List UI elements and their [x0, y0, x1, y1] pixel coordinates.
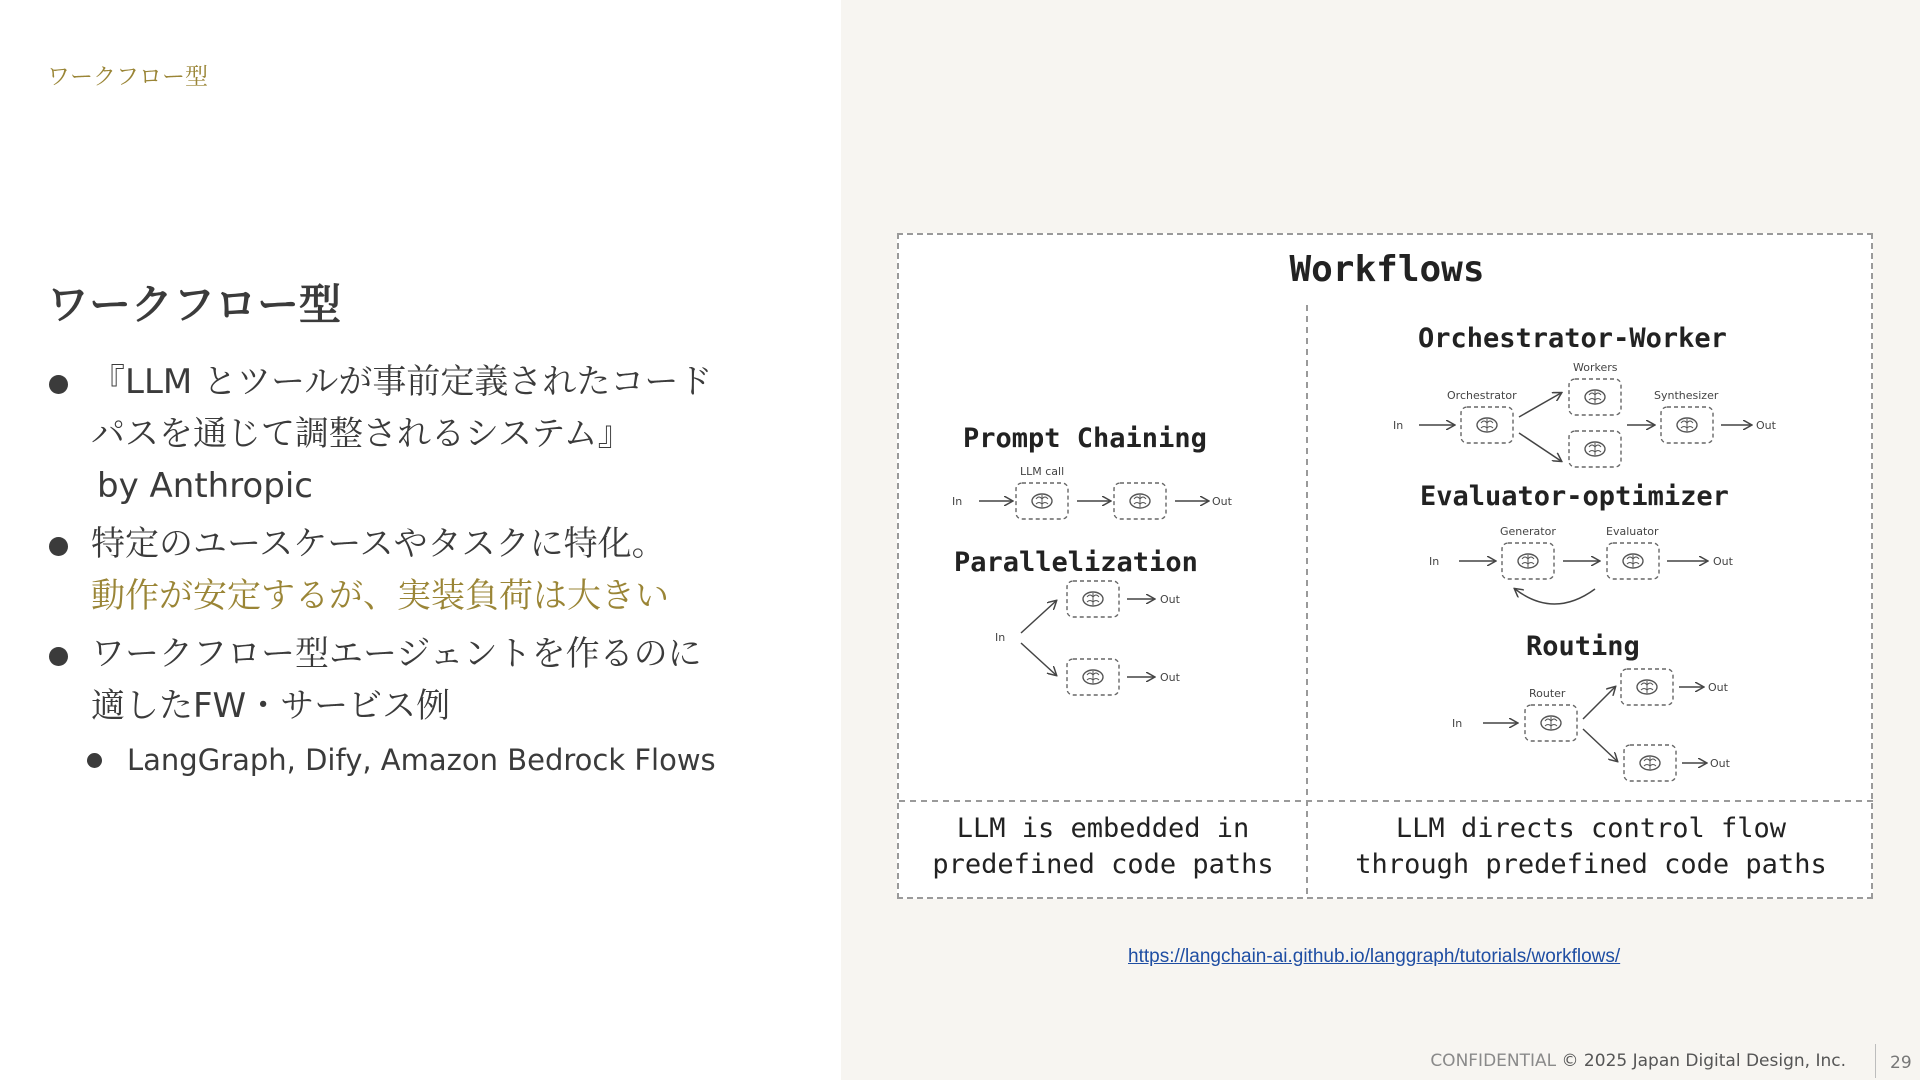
- section-label: ワークフロー型: [47, 64, 208, 90]
- label-generator: Generator: [1500, 525, 1556, 538]
- label-llm-call: LLM call: [1020, 465, 1065, 478]
- label-in: In: [995, 631, 1006, 644]
- label-out: Out: [1756, 419, 1776, 432]
- workflow-name-orchestrator-worker: Orchestrator-Worker: [1418, 323, 1727, 354]
- bullet-dot-icon: [87, 753, 102, 768]
- label-workers: Workers: [1573, 361, 1618, 374]
- label-router: Router: [1529, 687, 1566, 700]
- label-out: Out: [1160, 593, 1180, 606]
- label-out: Out: [1708, 681, 1728, 694]
- caption-line: LLM is embedded in: [956, 813, 1250, 844]
- label-synthesizer: Synthesizer: [1654, 389, 1719, 402]
- source-link[interactable]: https://langchain-ai.github.io/langgraph/tutorials/workflows/: [1128, 946, 1621, 967]
- workflow-name-evaluator-optimizer: Evaluator-optimizer: [1420, 481, 1729, 512]
- workflows-figure: [897, 233, 1873, 899]
- subbullet-text: LangGraph, Dify, Amazon Bedrock Flows: [127, 743, 716, 777]
- confidential-label: CONFIDENTIAL: [1430, 1051, 1557, 1071]
- caption-right: [1307, 811, 1875, 883]
- bullet-text: パスを通じて調整されるシステム』: [91, 414, 632, 454]
- label-out: Out: [1713, 555, 1733, 568]
- caption-line: LLM directs control flow: [1395, 813, 1787, 844]
- figure-title: Workflows: [1289, 249, 1485, 290]
- copyright-text: © 2025 Japan Digital Design, Inc.: [1561, 1051, 1846, 1071]
- label-out: Out: [1212, 495, 1232, 508]
- caption-line: through predefined code paths: [1355, 849, 1827, 880]
- bullet-accent-text: 動作が安定するが、実装負荷は大きい: [91, 576, 669, 616]
- subbullet-framework-examples: [47, 738, 767, 782]
- bullet-specialization: [47, 518, 767, 622]
- bullet-attribution: by Anthropic: [97, 466, 313, 506]
- label-in: In: [1429, 555, 1440, 568]
- caption-left: [899, 811, 1307, 883]
- bullet-text: 適したFW・サービス例: [91, 686, 451, 726]
- label-out: Out: [1710, 757, 1730, 770]
- label-in: In: [1393, 419, 1404, 432]
- slide-title: ワークフロー型: [47, 280, 342, 329]
- workflow-name-prompt-chaining: Prompt Chaining: [963, 423, 1207, 454]
- workflow-name-routing: Routing: [1526, 631, 1640, 662]
- bullet-dot-icon: [49, 647, 68, 666]
- label-out: Out: [1160, 671, 1180, 684]
- bullet-frameworks: [47, 628, 767, 732]
- workflow-name-parallelization: Parallelization: [954, 547, 1198, 578]
- bullet-text: ワークフロー型エージェントを作るのに: [91, 634, 702, 674]
- caption-line: predefined code paths: [932, 849, 1274, 880]
- bullet-dot-icon: [49, 375, 68, 394]
- bullet-definition: [47, 356, 767, 512]
- label-evaluator: Evaluator: [1606, 525, 1659, 538]
- bullet-text: 『LLM とツールが事前定義されたコード: [91, 362, 713, 402]
- label-orchestrator: Orchestrator: [1447, 389, 1517, 402]
- bullet-dot-icon: [49, 537, 68, 556]
- footer-divider: [1875, 1044, 1876, 1078]
- page-number: 29: [1890, 1053, 1912, 1073]
- label-in: In: [952, 495, 963, 508]
- label-in: In: [1452, 717, 1463, 730]
- bullet-list: [47, 356, 767, 782]
- footer: [1430, 1051, 1846, 1071]
- bullet-text: 特定のユースケースやタスクに特化。: [91, 524, 666, 564]
